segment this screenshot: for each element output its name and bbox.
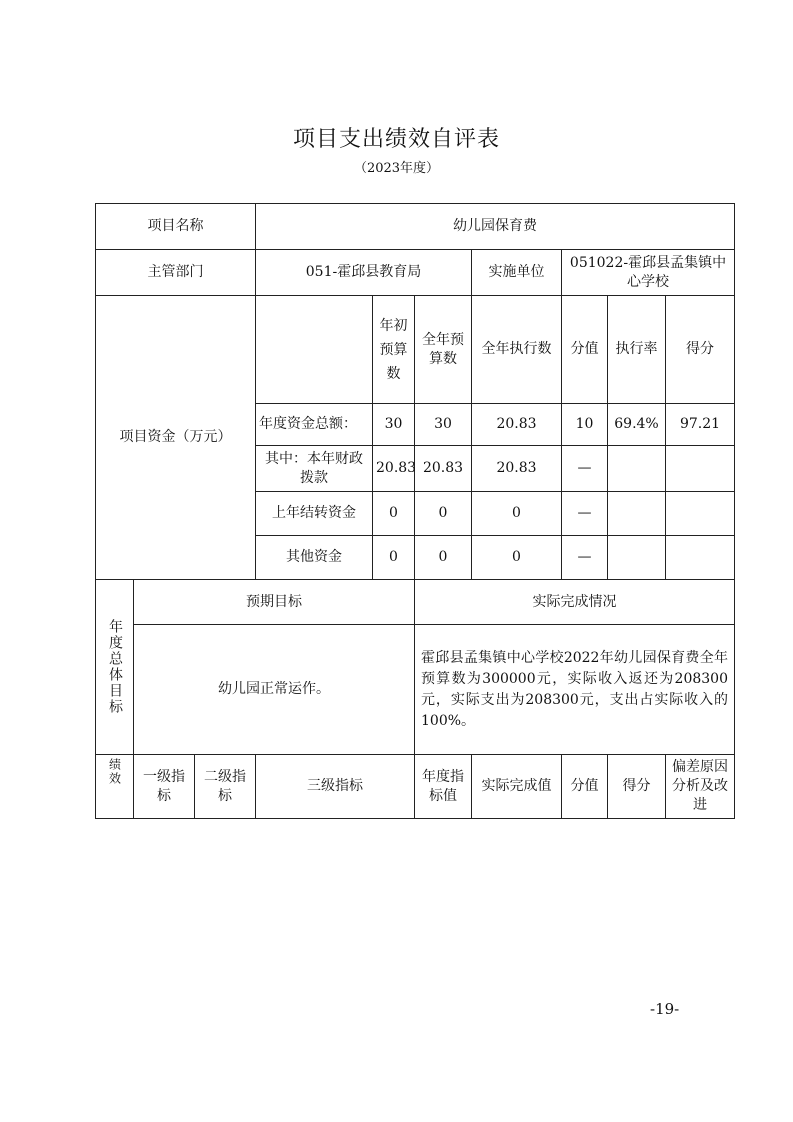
project-name-row: [96, 204, 735, 250]
department-label: 主管部门: [96, 250, 256, 296]
funds-label: 项目资金（万元）: [96, 296, 256, 580]
annual-budget-header: 全年预算数: [415, 296, 472, 404]
funds-row-label: 年度资金总额：: [256, 404, 373, 446]
funds-score: [666, 492, 735, 536]
actual-completion-label: 实际完成情况: [415, 580, 735, 625]
unit-value: 051022-霍邱县孟集镇中心学校: [562, 250, 735, 296]
goals-content-row: [96, 625, 735, 755]
funds-row-label: 其他资金: [256, 536, 373, 580]
level2-indicator-header: 二级指标: [195, 755, 256, 819]
goals-label: 年度总体目标: [96, 580, 134, 755]
funds-score-value: —: [562, 536, 608, 580]
funds-row-label: 其中：本年财政拨款: [256, 446, 373, 492]
score-value-header: 分值: [562, 296, 608, 404]
funds-rate-value: [608, 536, 666, 580]
funds-execution-value: 0: [472, 536, 562, 580]
document-title: 项目支出绩效自评表: [292, 127, 500, 152]
level3-indicator-header: 三级指标: [256, 755, 415, 819]
funds-rate-value: [608, 492, 666, 536]
page-number: -19-: [650, 1000, 680, 1018]
funds-header-row: [96, 296, 735, 404]
goals-header-row: [96, 580, 735, 625]
funds-score: [666, 446, 735, 492]
funds-initial-value: 20.83: [373, 446, 415, 492]
perf-score-header: 得分: [608, 755, 666, 819]
funds-rate-value: 69.4%: [608, 404, 666, 446]
funds-annual-value: 0: [415, 536, 472, 580]
initial-budget-header: 年初预算数: [373, 296, 415, 404]
funds-annual-value: 0: [415, 492, 472, 536]
funds-score: 97.21: [666, 404, 735, 446]
expected-goal-label: 预期目标: [134, 580, 415, 625]
funds-score-value: —: [562, 492, 608, 536]
project-name-value: 幼儿园保育费: [256, 204, 735, 250]
score-header: 得分: [666, 296, 735, 404]
funds-annual-value: 20.83: [415, 446, 472, 492]
annual-target-header: 年度指标值: [415, 755, 472, 819]
funds-initial-value: 30: [373, 404, 415, 446]
funds-row-label: 上年结转资金: [256, 492, 373, 536]
document-subtitle: （2023年度）: [353, 161, 440, 176]
level1-indicator-header: 一级指标: [134, 755, 195, 819]
funds-initial-value: 0: [373, 536, 415, 580]
funds-header-blank: [256, 296, 373, 404]
unit-label: 实施单位: [472, 250, 562, 296]
deviation-analysis-header: 偏差原因分析及改进: [666, 755, 735, 819]
funds-execution-value: 0: [472, 492, 562, 536]
funds-score-value: —: [562, 446, 608, 492]
evaluation-table: [95, 203, 735, 819]
funds-execution-value: 20.83: [472, 446, 562, 492]
execution-rate-header: 执行率: [608, 296, 666, 404]
expected-goal-text: 幼儿园正常运作。: [134, 625, 415, 755]
department-value: 051-霍邱县教育局: [256, 250, 472, 296]
funds-execution-value: 20.83: [472, 404, 562, 446]
actual-value-header: 实际完成值: [472, 755, 562, 819]
perf-score-value-header: 分值: [562, 755, 608, 819]
funds-initial-value: 0: [373, 492, 415, 536]
project-name-label: 项目名称: [96, 204, 256, 250]
funds-annual-value: 30: [415, 404, 472, 446]
actual-completion-text: 霍邱县孟集镇中心学校2022年幼儿园保育费全年预算数为300000元，实际收入返还为208300元，实际支出为208300元，支出占实际收入的100%。: [415, 625, 735, 755]
performance-header-row: [96, 755, 735, 819]
funds-score: [666, 536, 735, 580]
department-row: [96, 250, 735, 296]
performance-label: 绩效: [96, 755, 134, 819]
funds-rate-value: [608, 446, 666, 492]
funds-score-value: 10: [562, 404, 608, 446]
execution-header: 全年执行数: [472, 296, 562, 404]
